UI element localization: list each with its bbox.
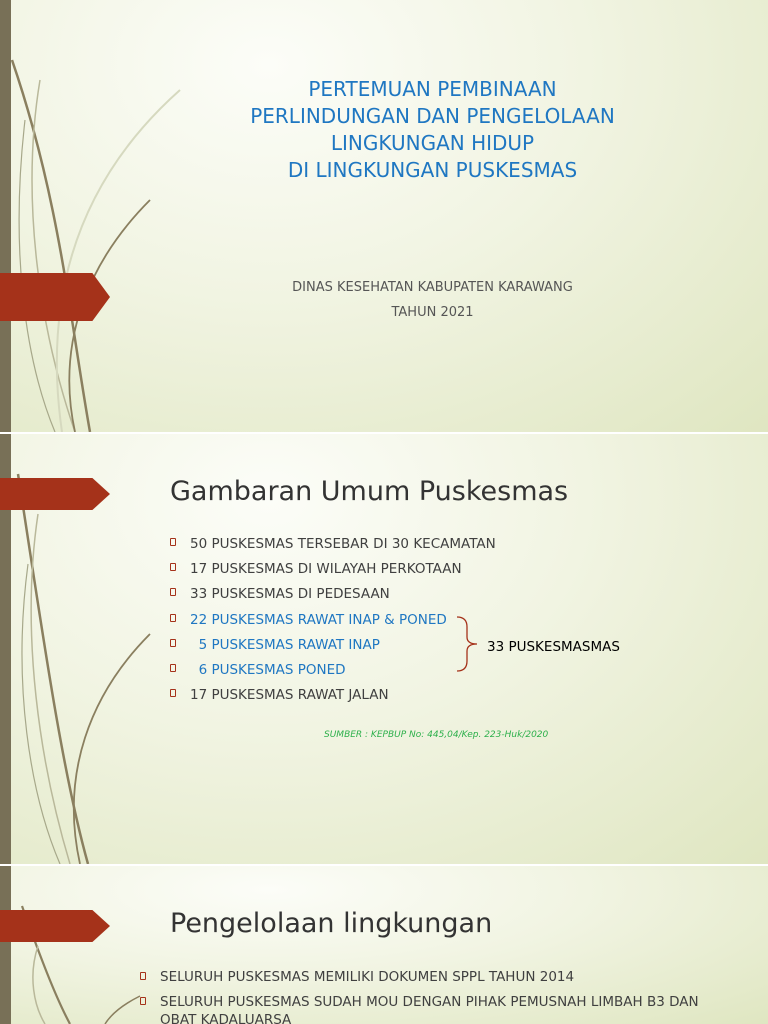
list-item: 17 PUSKESMAS RAWAT JALAN <box>170 683 496 708</box>
list-item: 50 PUSKESMAS TERSEBAR DI 30 KECAMATAN <box>170 532 496 557</box>
list-item: 33 PUSKESMAS DI PEDESAAN <box>170 582 496 607</box>
bullet-icon <box>170 588 176 596</box>
subtitle-year: TAHUN 2021 <box>391 305 474 320</box>
list-item: 22 PUSKESMAS RAWAT INAP & PONED <box>170 608 496 633</box>
slide-overview <box>0 434 768 864</box>
list-item: 5 PUSKESMAS RAWAT INAP <box>170 633 496 658</box>
left-accent-bar <box>0 866 11 1024</box>
decorative-swoosh <box>0 0 200 432</box>
slide-title-text: PERTEMUAN PEMBINAAN PERLINDUNGAN DAN PENGELOLAAN LINGKUNGAN HIDUP DI LINGKUNGAN PUSKESMAS <box>250 77 615 182</box>
subtitle-organization: DINAS KESEHATAN KABUPATEN KARAWANG <box>292 280 573 295</box>
list-item: 6 PUSKESMAS PONED <box>170 658 496 683</box>
bullet-icon <box>170 538 176 546</box>
grouping-brace-icon <box>455 615 485 675</box>
list-item: SELURUH PUSKESMAS MEMILIKI DOKUMEN SPPL TAHUN 2014 <box>140 968 700 986</box>
left-accent-bar <box>0 0 11 432</box>
group-total-label: 33 PUSKESMASMAS <box>487 639 620 655</box>
bullet-icon <box>170 689 176 697</box>
bullet-icon <box>170 664 176 672</box>
slide-environment <box>0 866 768 1024</box>
source-note: SUMBER : KEPBUP No: 445,04/Kep. 223-Huk/2020 <box>324 730 549 740</box>
slide-title <box>0 0 768 432</box>
slide-heading: Pengelolaan lingkungan <box>170 908 493 939</box>
slide-marker-tab <box>0 273 110 321</box>
bullet-icon <box>140 997 146 1005</box>
list-item: SELURUH PUSKESMAS SUDAH MOU DENGAN PIHAK PEMUSNAH LIMBAH B3 DAN OBAT KADALUARSA <box>140 993 700 1024</box>
bullet-icon <box>170 563 176 571</box>
bullet-icon <box>170 614 176 622</box>
bullet-list <box>170 532 496 708</box>
slide-heading: Gambaran Umum Puskesmas <box>170 476 569 507</box>
list-item: 17 PUSKESMAS DI WILAYAH PERKOTAAN <box>170 557 496 582</box>
bullet-icon <box>170 639 176 647</box>
bullet-icon <box>140 972 146 980</box>
bullet-list <box>140 968 700 1024</box>
slide-marker-tab <box>0 478 110 510</box>
slide-marker-tab <box>0 910 110 942</box>
